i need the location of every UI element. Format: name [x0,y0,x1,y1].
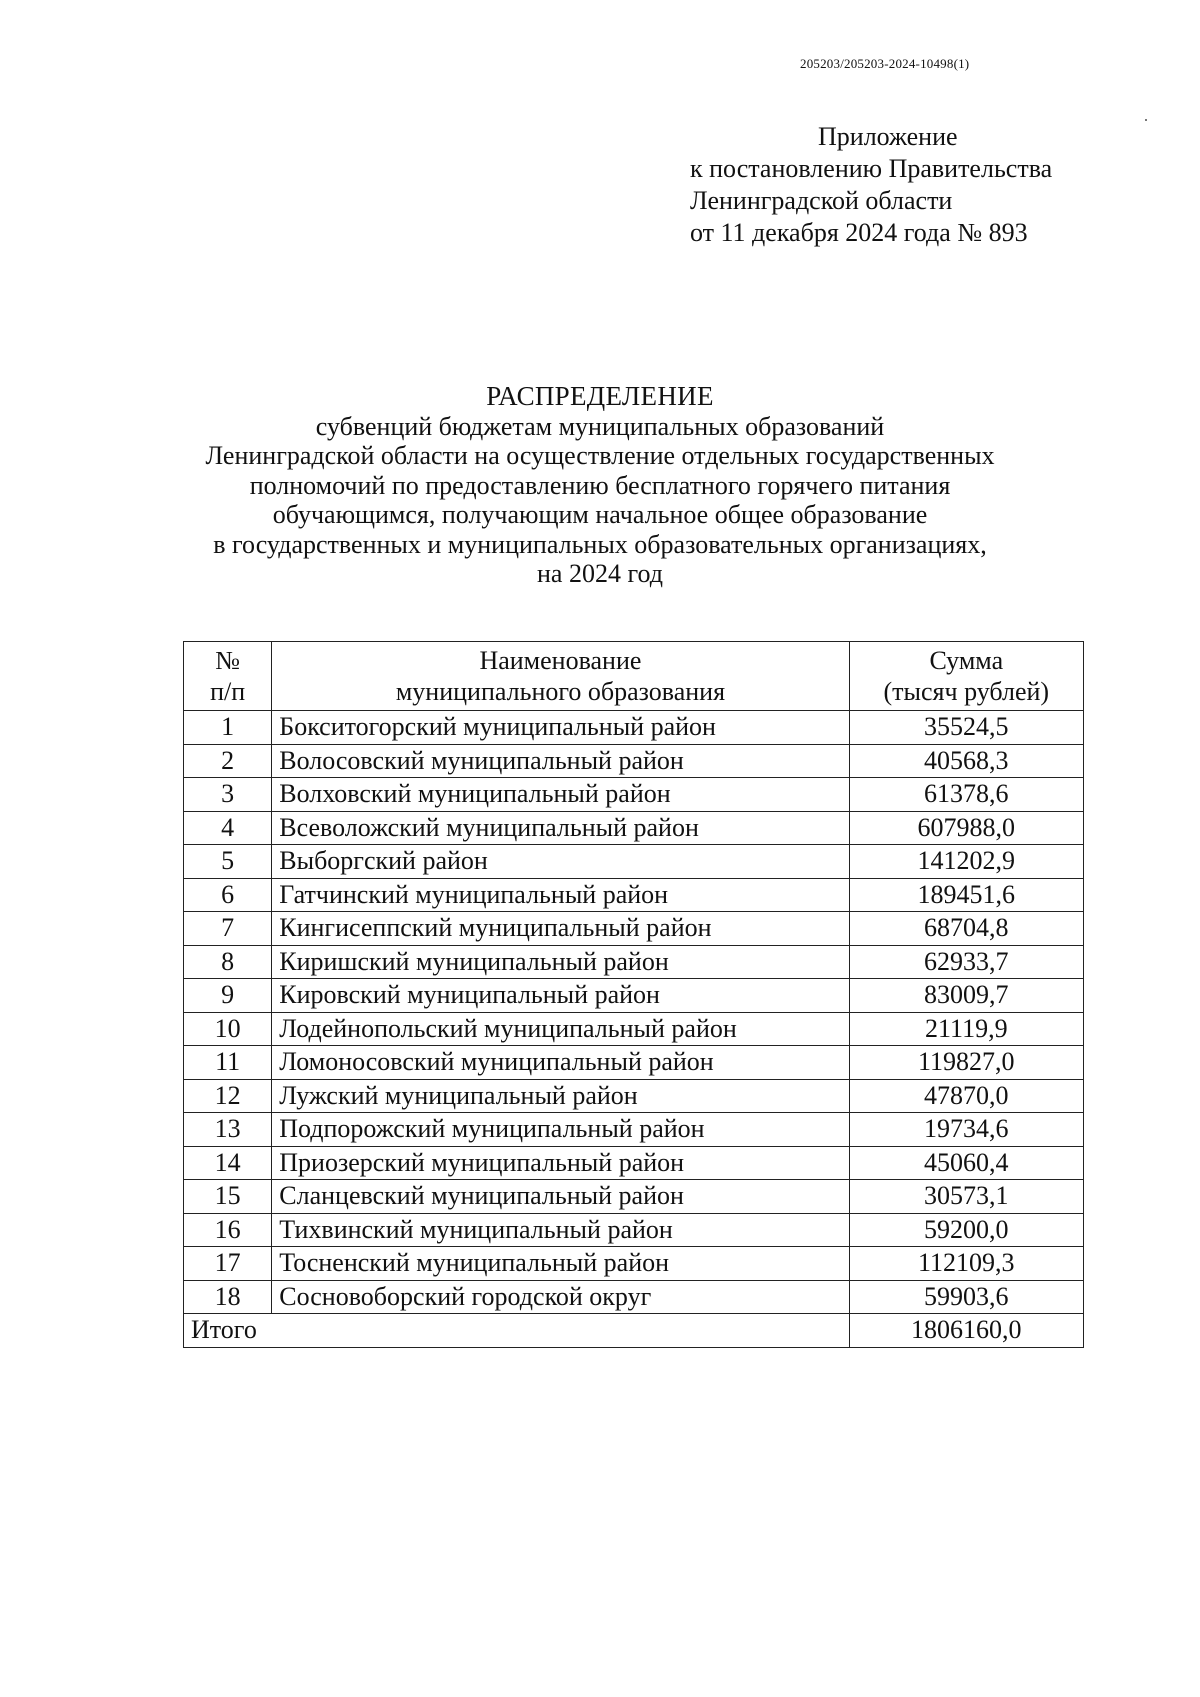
header-number [184,642,272,711]
row-name: Бокситогорский муниципальный район [272,711,849,745]
header-number-line-1: № [215,646,241,675]
table-row [184,1113,1084,1147]
row-number: 10 [184,1012,272,1046]
table-row [184,845,1084,879]
title-line-5: в государственных и муниципальных образовательных организациях, [213,529,987,559]
row-name: Сланцевский муниципальный район [272,1180,849,1214]
header-name-line-1: Наименование [479,646,642,675]
table-row [184,945,1084,979]
header-name-line-2: муниципального образования [395,677,726,706]
row-number: 4 [184,811,272,845]
table-row [184,811,1084,845]
header-number-line-2: п/п [210,677,246,706]
table-header-row [184,642,1084,711]
row-name: Кингисеппский муниципальный район [272,912,849,946]
title-line-2: Ленинградской области на осуществление отдельных государственных [205,441,995,470]
row-name: Волховский муниципальный район [272,778,849,812]
row-name: Гатчинский муниципальный район [272,878,849,912]
table-row [184,1146,1084,1180]
row-sum: 189451,6 [849,878,1083,912]
table-row [184,1247,1084,1281]
row-name: Сосновоборский городской округ [272,1280,849,1314]
row-number: 5 [184,845,272,879]
row-number: 3 [184,778,272,812]
row-name: Тосненский муниципальный район [272,1247,849,1281]
row-name: Всеволожский муниципальный район [272,811,849,845]
total-sum: 1806160,0 [849,1314,1083,1348]
row-name: Волосовский муниципальный район [272,744,849,778]
table-body [184,711,1084,1348]
title-block [100,382,1100,589]
row-number: 16 [184,1213,272,1247]
row-name: Киришский муниципальный район [272,945,849,979]
table-row [184,1180,1084,1214]
row-number: 9 [184,979,272,1013]
row-sum: 19734,6 [849,1113,1083,1147]
row-sum: 112109,3 [849,1247,1083,1281]
appendix-block [690,121,1130,249]
scan-artifact-dot [1145,119,1147,121]
appendix-line-2: к постановлению Правительства [690,154,1053,183]
row-sum: 40568,3 [849,744,1083,778]
header-sum-line-1: Сумма [929,646,1004,675]
appendix-line-1: Приложение [818,122,958,151]
row-sum: 45060,4 [849,1146,1083,1180]
row-number: 18 [184,1280,272,1314]
row-sum: 35524,5 [849,711,1083,745]
table-row [184,912,1084,946]
title-line-6: на 2024 год [537,559,663,588]
row-number: 13 [184,1113,272,1147]
row-name: Выборгский район [272,845,849,879]
row-name: Ломоносовский муниципальный район [272,1046,849,1080]
row-sum: 47870,0 [849,1079,1083,1113]
row-sum: 62933,7 [849,945,1083,979]
row-number: 2 [184,744,272,778]
appendix-line-4: от 11 декабря 2024 года № 893 [690,218,1028,247]
header-sum [849,642,1083,711]
distribution-table [183,641,1084,1348]
row-number: 1 [184,711,272,745]
table-row [184,1046,1084,1080]
table-row [184,711,1084,745]
row-sum: 30573,1 [849,1180,1083,1214]
row-name: Кировский муниципальный район [272,979,849,1013]
row-sum: 607988,0 [849,811,1083,845]
row-number: 11 [184,1046,272,1080]
row-sum: 68704,8 [849,912,1083,946]
title-line-1: субвенций бюджетам муниципальных образований [315,411,885,441]
row-name: Лужский муниципальный район [272,1079,849,1113]
title-line-3: полномочий по предоставлению бесплатного горячего питания [249,470,951,500]
row-number: 7 [184,912,272,946]
table-row [184,744,1084,778]
row-sum: 83009,7 [849,979,1083,1013]
table-row [184,979,1084,1013]
row-number: 8 [184,945,272,979]
appendix-line-3: Ленинградской области [690,186,953,215]
row-sum: 61378,6 [849,778,1083,812]
row-number: 17 [184,1247,272,1281]
table-row [184,1280,1084,1314]
row-name: Подпорожский муниципальный район [272,1113,849,1147]
row-sum: 119827,0 [849,1046,1083,1080]
row-sum: 141202,9 [849,845,1083,879]
row-sum: 59903,6 [849,1280,1083,1314]
row-name: Лодейнопольский муниципальный район [272,1012,849,1046]
document-heading: РАСПРЕДЕЛЕНИЕ [486,381,714,411]
table-row [184,878,1084,912]
row-number: 14 [184,1146,272,1180]
row-name: Приозерский муниципальный район [272,1146,849,1180]
row-number: 12 [184,1079,272,1113]
table-row [184,1213,1084,1247]
table-row [184,1012,1084,1046]
document-id: 205203/205203-2024-10498(1) [800,56,970,71]
row-sum: 21119,9 [849,1012,1083,1046]
row-sum: 59200,0 [849,1213,1083,1247]
header-sum-line-2: (тысяч рублей) [883,677,1050,706]
row-name: Тихвинский муниципальный район [272,1213,849,1247]
total-row [184,1314,1084,1348]
header-name [272,642,849,711]
table-row [184,1079,1084,1113]
row-number: 6 [184,878,272,912]
row-number: 15 [184,1180,272,1214]
title-line-4: обучающимся, получающим начальное общее образование [272,500,928,529]
total-label: Итого [184,1314,850,1348]
table-row [184,778,1084,812]
